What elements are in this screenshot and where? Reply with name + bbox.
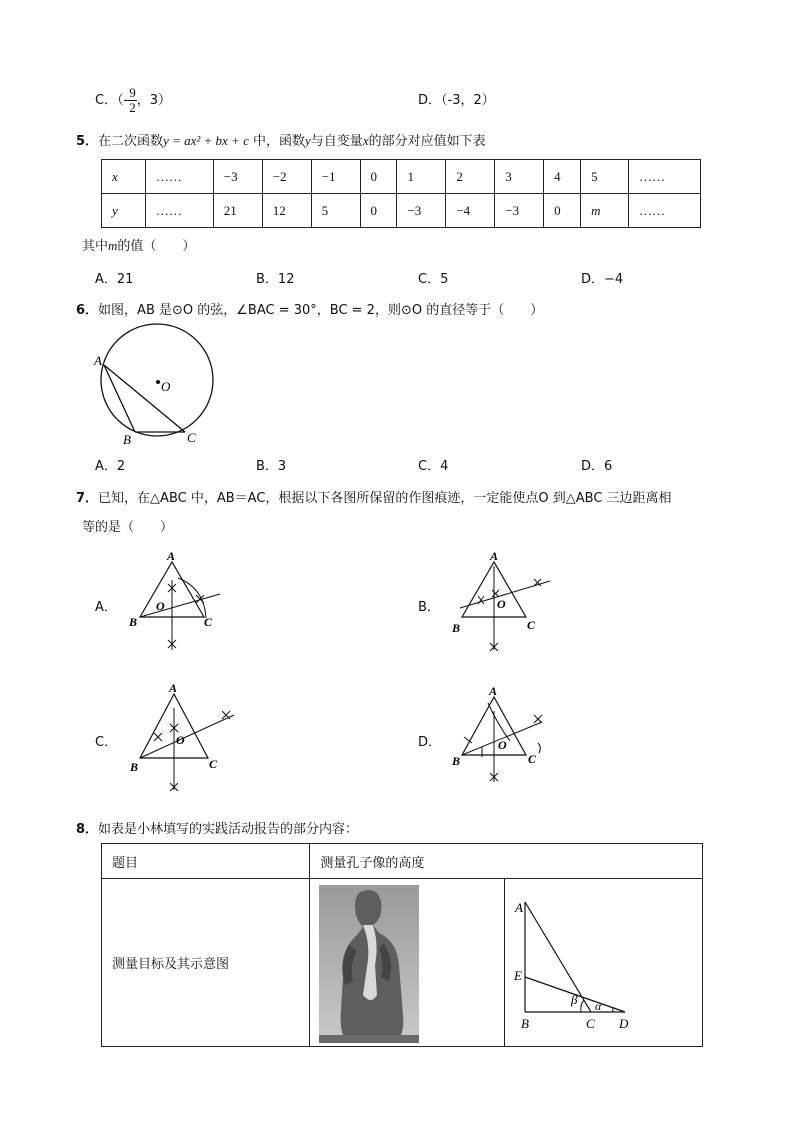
- table-cell: 3: [495, 160, 544, 194]
- q7-option-b: B．: [418, 600, 440, 615]
- table-cell: −2: [262, 160, 311, 194]
- table-cell: x: [102, 160, 146, 194]
- option-label: C．: [95, 93, 118, 108]
- q7-stem-line2: 等的是（ ）: [82, 520, 174, 535]
- label-c: C: [204, 615, 213, 629]
- q7-option-c: C．: [95, 735, 118, 750]
- table-cell: y: [102, 194, 146, 228]
- q7-line1: 已知，在△ABC 中，AB＝AC，根据以下各图所保留的作图痕迹，一定能使点O 到△ABC 三边距离相: [98, 491, 672, 506]
- q6-option-d: D．6: [581, 459, 613, 474]
- label-a: A: [514, 899, 523, 915]
- label-o: O: [176, 733, 185, 747]
- segment-ac: [525, 902, 591, 1012]
- circle-o: [101, 324, 213, 436]
- statue-photo-cell: [310, 879, 505, 1047]
- row-label-title: 题目: [102, 844, 310, 879]
- label-d: D: [618, 1015, 629, 1031]
- table-cell: ……: [145, 194, 213, 228]
- table-cell: 12: [262, 194, 311, 228]
- label-c: C: [527, 618, 536, 632]
- table-cell: 5: [311, 194, 360, 228]
- q5-option-c: C．5: [418, 272, 449, 287]
- label-c: C: [585, 1015, 595, 1031]
- table-cell: 5: [581, 160, 629, 194]
- q5-option-a: A．21: [95, 272, 134, 287]
- question-number: 7．: [76, 491, 99, 506]
- table-cell: 0: [360, 194, 397, 228]
- q8-stem: [76, 818, 358, 837]
- measurement-diagram-cell: [504, 879, 702, 1047]
- table-cell: 0: [544, 194, 581, 228]
- table-cell: −4: [446, 194, 495, 228]
- label-o: O: [498, 738, 507, 752]
- label-c: C: [187, 430, 196, 445]
- q5-stem: [76, 130, 486, 149]
- table-row: [102, 879, 703, 1047]
- table-cell: 2: [446, 160, 495, 194]
- q7-option-d: D．: [418, 735, 442, 750]
- q5-prompt-b: 的值（ ）: [117, 239, 196, 254]
- fraction-denominator: 2: [129, 100, 136, 115]
- q5-prompt-var: m: [108, 238, 118, 253]
- q7-figure-a: [126, 548, 226, 656]
- q5-var-x: x: [362, 133, 369, 148]
- table-cell: 1: [397, 160, 446, 194]
- label-c: C: [209, 757, 218, 771]
- fraction-numerator: 9: [129, 85, 136, 100]
- table-row: [102, 160, 701, 194]
- label-a: A: [169, 681, 178, 695]
- q7-figure-c: [126, 680, 246, 798]
- q5-var-y: y: [305, 133, 311, 148]
- label-b: B: [129, 615, 138, 629]
- label-e: E: [513, 967, 522, 983]
- q8-report-table: [101, 843, 703, 1047]
- table-cell: −3: [397, 194, 446, 228]
- table-row: [102, 844, 703, 879]
- label-alpha: α: [594, 998, 602, 1013]
- label-b: B: [130, 760, 139, 774]
- q5-text-a: 在二次函数: [98, 134, 164, 149]
- label-b: B: [452, 754, 461, 768]
- option-c-close: ，3）: [136, 93, 172, 108]
- label-a: A: [490, 549, 499, 563]
- q5-value-table: [101, 159, 701, 228]
- table-cell: ……: [628, 194, 700, 228]
- statue-photo: [319, 885, 419, 1043]
- row-value-title: 测量孔子像的高度: [310, 844, 703, 879]
- q5-text-d: 的部分对应值如下表: [368, 134, 486, 149]
- chord-ac: [104, 365, 185, 432]
- label-a: A: [94, 353, 102, 368]
- q5-option-b: B．12: [256, 272, 295, 287]
- q5-text-c: 与自变量: [310, 134, 363, 149]
- q8-text: 如表是小林填写的实践活动报告的部分内容：: [98, 822, 359, 837]
- table-cell: m: [581, 194, 629, 228]
- label-c: C: [528, 752, 537, 766]
- label-a: A: [167, 549, 176, 563]
- q5-option-d: D．−4: [581, 272, 624, 287]
- table-cell: ……: [145, 160, 213, 194]
- q5-text-b: 中，函数: [253, 134, 306, 149]
- q6-option-a: A．2: [95, 459, 126, 474]
- option-c-open: （-: [117, 93, 129, 108]
- q4-option-c: [95, 86, 171, 115]
- center-point: [156, 380, 160, 384]
- q5-formula: y = ax² + bx + c: [163, 133, 249, 148]
- question-number: 6．: [76, 303, 99, 318]
- label-o: O: [161, 379, 171, 394]
- q4-option-d: D．（-3，2）: [418, 93, 495, 108]
- question-number: 5．: [76, 134, 99, 149]
- row-label-target: 测量目标及其示意图: [102, 879, 310, 1047]
- label-o: O: [156, 599, 165, 613]
- q5-prompt: [82, 235, 195, 254]
- table-cell: 0: [360, 160, 397, 194]
- table-row: [102, 194, 701, 228]
- question-number: 8．: [76, 822, 99, 837]
- label-a: A: [489, 685, 498, 698]
- q7-option-a: A．: [95, 600, 117, 615]
- q7-stem-line1: [76, 487, 672, 506]
- table-cell: −3: [213, 160, 262, 194]
- label-b: B: [520, 1015, 529, 1031]
- table-cell: ……: [628, 160, 700, 194]
- q6-option-b: B．3: [256, 459, 287, 474]
- table-cell: −1: [311, 160, 360, 194]
- table-cell: 21: [213, 194, 262, 228]
- label-o: O: [497, 597, 506, 611]
- fraction: [128, 86, 137, 115]
- label-b: B: [452, 621, 461, 635]
- table-cell: −3: [495, 194, 544, 228]
- q6-option-c: C．4: [418, 459, 449, 474]
- table-cell: 4: [544, 160, 581, 194]
- q7-figure-b: [450, 548, 560, 656]
- q6-text: 如图，AB 是⊙O 的弦，∠BAC = 30°，BC = 2，则⊙O 的直径等于（ ）: [98, 303, 544, 318]
- label-beta: β: [570, 991, 578, 1007]
- label-b: B: [123, 432, 131, 447]
- angle-beta-arc: [581, 1000, 584, 1012]
- q6-stem: [76, 299, 543, 318]
- q5-prompt-a: 其中: [82, 239, 109, 254]
- q7-figure-d: [450, 685, 560, 790]
- q6-circle-figure: [92, 322, 222, 447]
- measurement-diagram: [505, 880, 701, 1046]
